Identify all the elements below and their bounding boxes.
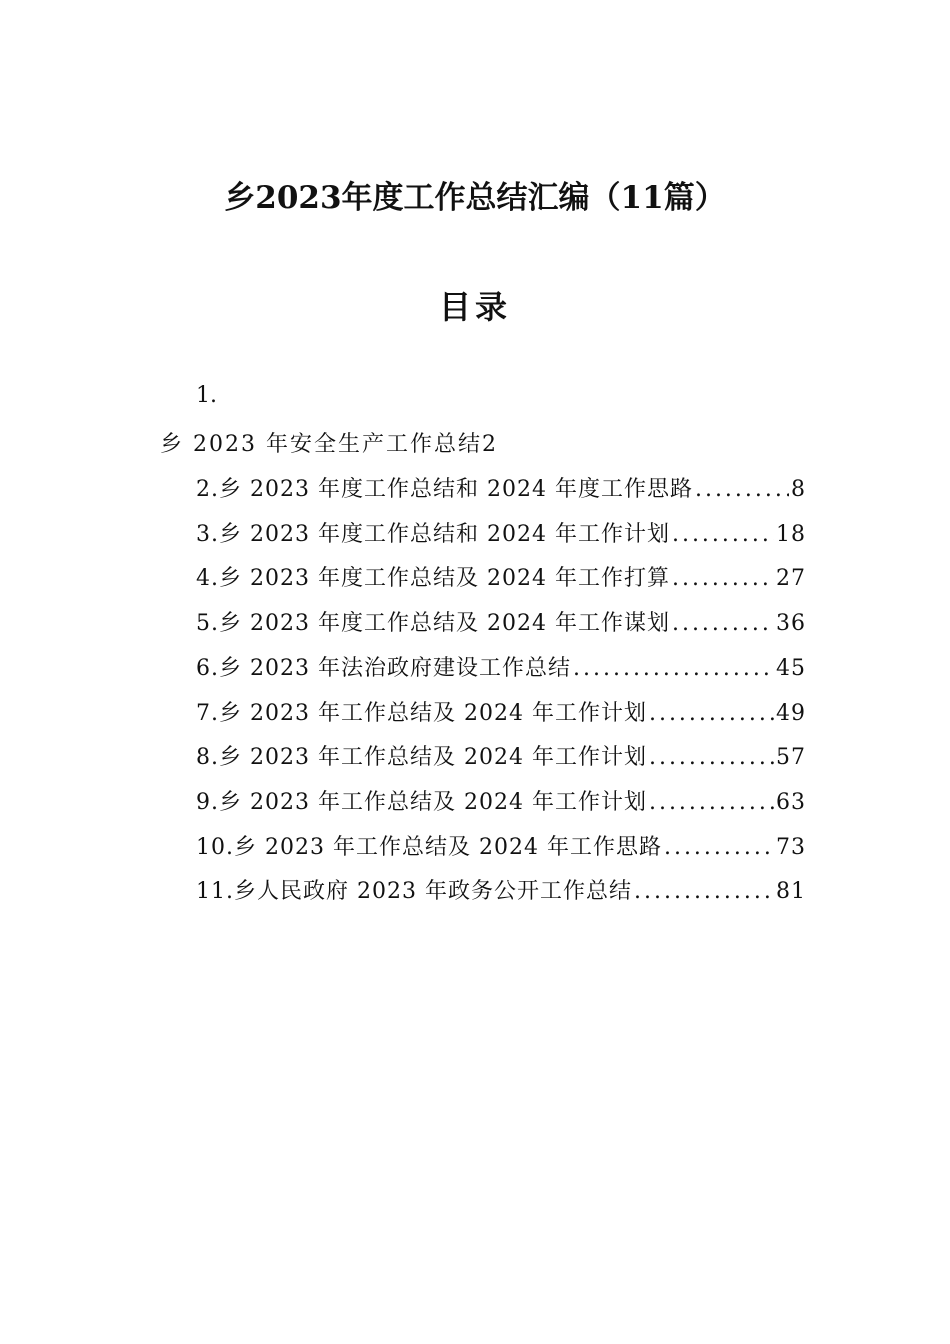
toc-entry-number: 10. (196, 835, 234, 860)
toc-entry-1-text[interactable]: 乡 2023 年安全生产工作总结2 (160, 432, 498, 457)
toc-entry-number: 4. (196, 566, 219, 591)
toc-entry-number: 5. (196, 611, 219, 636)
toc-entry[interactable] (196, 696, 806, 730)
toc-entry-text: 乡人民政府 2023 年政务公开工作总结 (234, 879, 632, 904)
toc-dot-leader (695, 477, 789, 502)
toc-entry[interactable] (196, 472, 806, 506)
toc-entry-page: 73 (776, 835, 806, 860)
toc-entry-number: 7. (196, 701, 219, 726)
toc-dot-leader (573, 656, 774, 681)
toc-entry-page: 49 (776, 701, 806, 726)
toc-entry-number: 2. (196, 477, 219, 502)
toc-entry-page: 45 (776, 656, 806, 681)
toc-entry-text: 乡 2023 年工作总结及 2024 年工作计划 (219, 701, 647, 726)
toc-entry-number: 11. (196, 879, 234, 904)
toc-entry[interactable] (196, 561, 806, 595)
toc-dot-leader (649, 701, 774, 726)
toc-heading: 目录 (438, 288, 511, 326)
toc-entry-text: 乡 2023 年法治政府建设工作总结 (219, 656, 571, 681)
toc-entry-number: 3. (196, 522, 219, 547)
toc-entry-text: 乡 2023 年度工作总结和 2024 年度工作思路 (219, 477, 693, 502)
toc-entry-text: 乡 2023 年度工作总结和 2024 年工作计划 (219, 522, 670, 547)
toc-dot-leader (664, 835, 774, 860)
toc-entry[interactable] (196, 740, 806, 774)
toc-entry-1-number[interactable]: 1. (196, 383, 217, 408)
toc-entry-page: 63 (776, 790, 806, 815)
toc-entry-number: 6. (196, 656, 219, 681)
toc-entry-page: 36 (776, 611, 806, 636)
toc-entry-page: 18 (776, 522, 806, 547)
toc-entry[interactable] (196, 785, 806, 819)
toc-entry-text: 乡 2023 年度工作总结及 2024 年工作谋划 (219, 611, 670, 636)
toc-entry-page: 8 (791, 477, 806, 502)
toc-dot-leader (649, 790, 774, 815)
toc-dot-leader (634, 879, 774, 904)
toc-entry[interactable] (196, 651, 806, 685)
toc-dot-leader (649, 745, 774, 770)
toc-entry-number: 8. (196, 745, 219, 770)
toc-entry-number: 9. (196, 790, 219, 815)
toc-entry[interactable] (196, 517, 806, 551)
toc-entry[interactable] (196, 830, 806, 864)
toc-entry-text: 乡 2023 年工作总结及 2024 年工作思路 (234, 835, 662, 860)
toc-entry-text: 乡 2023 年工作总结及 2024 年工作计划 (219, 790, 647, 815)
toc-entry-page: 57 (776, 745, 806, 770)
toc-entry-text: 乡 2023 年工作总结及 2024 年工作计划 (219, 745, 647, 770)
toc-entry[interactable] (196, 606, 806, 640)
toc-dot-leader (672, 566, 774, 591)
toc-dot-leader (672, 522, 774, 547)
toc-entry[interactable] (196, 874, 806, 908)
toc-entry-page: 27 (776, 566, 806, 591)
toc-entry-text: 乡 2023 年度工作总结及 2024 年工作打算 (219, 566, 670, 591)
toc-dot-leader (672, 611, 774, 636)
document-title: 乡2023年度工作总结汇编（11篇） (224, 180, 726, 216)
toc-entry-page: 81 (776, 879, 806, 904)
